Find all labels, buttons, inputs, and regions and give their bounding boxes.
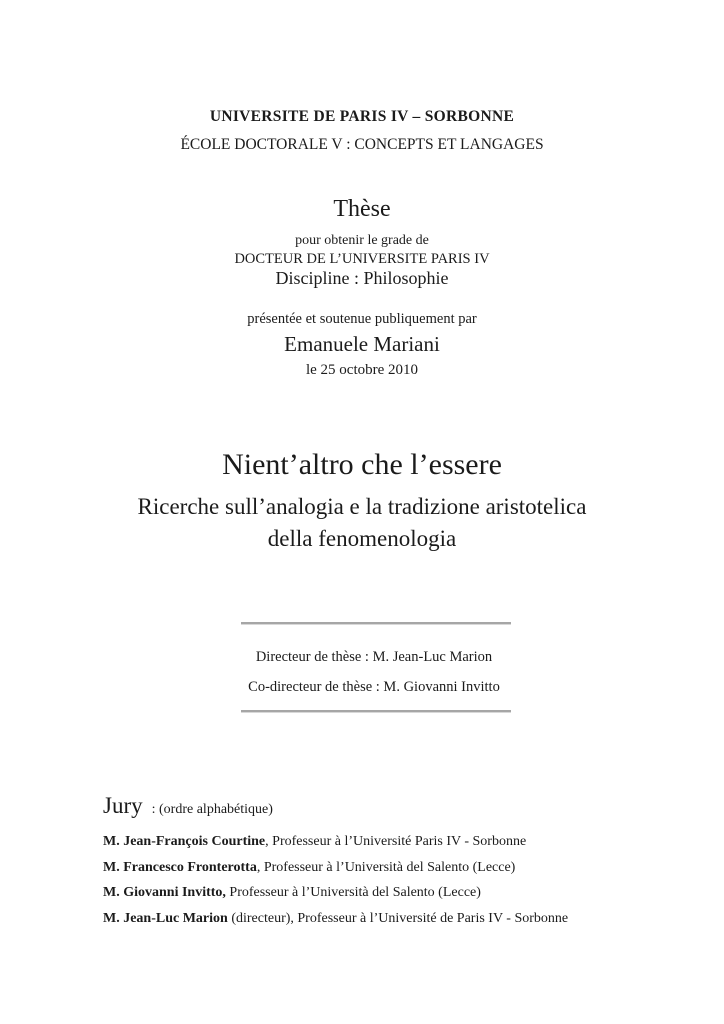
thesis-codirector-line: Co-directeur de thèse : M. Giovanni Invitto	[248, 679, 500, 695]
jury-member-affiliation: , Professeur à l’Università del Salento (Lecce)	[256, 859, 516, 875]
jury-member-affiliation: Professeur à l’Università del Salento (Lecce)	[225, 885, 481, 900]
degree-name: DOCTEUR DE L’UNIVERSITE PARIS IV	[234, 251, 490, 267]
jury-member-name: M. Francesco Fronterotta	[103, 859, 257, 875]
jury-order-note: : (ordre alphabétique)	[151, 802, 273, 817]
jury-member-affiliation: (directeur), Professeur à l’Université de Paris IV - Sorbonne	[227, 910, 569, 926]
degree-purpose-line: pour obtenir le grade de	[295, 233, 429, 248]
jury-heading	[103, 793, 684, 823]
thesis-title: Nient’altro che l’essere	[222, 448, 502, 481]
jury-member	[103, 833, 684, 850]
presented-by-line: présentée et soutenue publiquement par	[247, 311, 477, 327]
thesis-subtitle	[0, 491, 724, 555]
author-name: Emanuele Mariani	[284, 332, 440, 356]
jury-member	[103, 884, 684, 901]
thesis-director-line: Directeur de thèse : M. Jean-Luc Marion	[255, 649, 493, 665]
jury-section	[103, 793, 684, 935]
jury-list	[103, 833, 684, 927]
thesis-label: Thèse	[333, 196, 391, 222]
doctoral-school: ÉCOLE DOCTORALE V : CONCEPTS ET LANGAGES	[180, 136, 544, 153]
jury-member	[103, 910, 684, 927]
jury-member	[103, 859, 684, 876]
divider-rule-top	[241, 622, 511, 625]
jury-label: Jury	[103, 793, 143, 818]
thesis-subtitle-text: Ricerche sull’analogia e la tradizione aristotelica della fenomenologia	[137, 494, 587, 551]
divider-rule-bottom	[241, 710, 511, 713]
jury-member-name: M. Giovanni Invitto,	[103, 885, 226, 900]
discipline-line: Discipline : Philosophie	[275, 268, 449, 288]
jury-member-name: M. Jean-Luc Marion	[103, 910, 228, 926]
jury-member-affiliation: , Professeur à l’Université Paris IV - Sorbonne	[265, 834, 527, 849]
university-name: UNIVERSITE DE PARIS IV – SORBONNE	[209, 108, 515, 125]
defense-date: le 25 octobre 2010	[305, 362, 419, 378]
jury-member-name: M. Jean-François Courtine	[103, 834, 266, 849]
